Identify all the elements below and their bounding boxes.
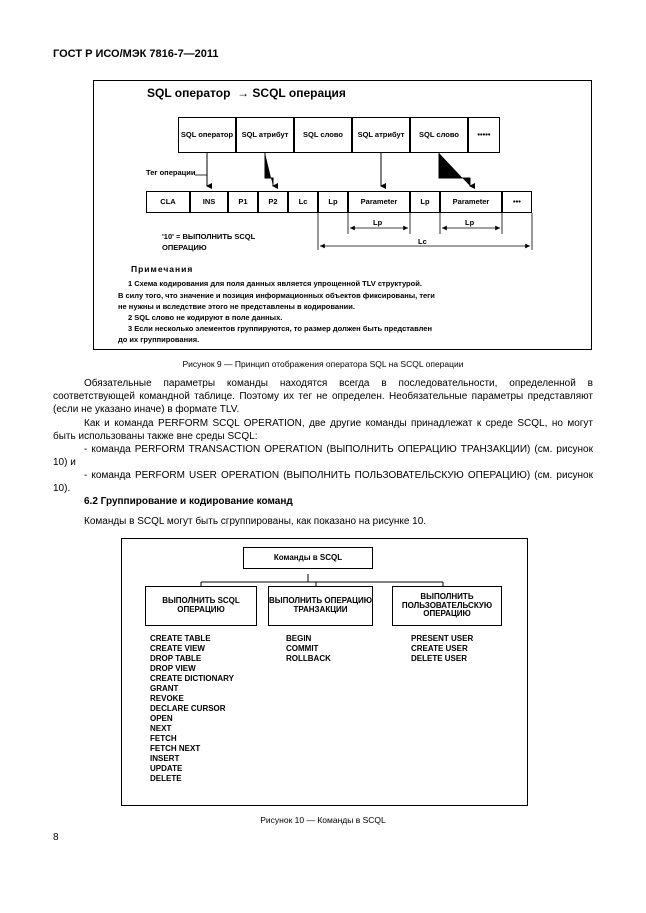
group-box-user: ВЫПОЛНИТЬ ПОЛЬЗОВАТЕЛЬСКУЮ ОПЕРАЦИЮ bbox=[392, 586, 502, 626]
command-item: INSERT bbox=[150, 754, 180, 763]
section-text: Команды в SCQL могут быть сгруппированы, как показано на рисунке 10. bbox=[84, 516, 427, 527]
field-ellipsis: ••• bbox=[502, 191, 532, 213]
lp-span-label-2: Lp bbox=[465, 218, 475, 227]
command-item: CREATE TABLE bbox=[150, 634, 211, 643]
paragraph-1: Обязательные параметры команды находятся всегда в последовательности, определенной в соответствующей командной таблице. Поэтому их тег не определен. Необязательные параметры представляют (если не указано иначе) в формате TLV. bbox=[53, 378, 593, 415]
root-box: Команды в SCQL bbox=[243, 547, 373, 569]
figure-9-caption: Рисунок 9 — Принцип отображения оператора SQL на SCQL операции bbox=[182, 359, 464, 369]
command-item: DELETE bbox=[150, 774, 182, 783]
lc-span-label: Lc bbox=[418, 237, 427, 246]
command-item: PRESENT USER bbox=[411, 634, 474, 643]
field-parameter-2: Parameter bbox=[440, 191, 502, 213]
lp-span-label-1: Lp bbox=[373, 218, 383, 227]
command-item: FETCH bbox=[150, 734, 177, 743]
figure-9-title: SQL оператор → SCQL операция bbox=[147, 86, 346, 100]
top-box-sql-attribute-1: SQL атрибут bbox=[236, 117, 294, 153]
document-header: ГОСТ Р ИСО/МЭК 7816-7—2011 bbox=[53, 48, 219, 60]
note-1: 1 Схема кодирования для поля данных является упрощенной TLV структурой. bbox=[128, 279, 422, 288]
user-command-list bbox=[411, 634, 473, 664]
top-box-sql-word-2: SQL слово bbox=[410, 117, 468, 153]
command-item: DECLARE CURSOR bbox=[150, 704, 226, 713]
field-p2: P2 bbox=[258, 191, 288, 213]
command-item: CREATE VIEW bbox=[150, 644, 205, 653]
command-item: DROP TABLE bbox=[150, 654, 202, 663]
command-item: CREATE USER bbox=[411, 644, 468, 653]
section-heading: 6.2 Группирование и кодирование команд bbox=[84, 496, 293, 507]
ins-note: '10' = ВЫПОЛНИТЬ SCQL ОПЕРАЦИЮ bbox=[162, 232, 256, 252]
field-lp-2: Lp bbox=[410, 191, 440, 213]
field-lc: Lc bbox=[288, 191, 318, 213]
command-item: COMMIT bbox=[286, 644, 319, 653]
note-1-cont-a: В силу того, что значение и позиция информационных объектов фиксированы, теги bbox=[118, 291, 435, 300]
page-number: 8 bbox=[53, 832, 59, 843]
command-item: FETCH NEXT bbox=[150, 744, 201, 753]
top-box-sql-operator: SQL оператор bbox=[178, 117, 236, 153]
figure-10-caption: Рисунок 10 — Команды в SCQL bbox=[260, 815, 386, 825]
field-parameter-1: Parameter bbox=[348, 191, 410, 213]
field-lp-1: Lp bbox=[318, 191, 348, 213]
note-3: 3 Если несколько элементов группируются, то размер должен быть представлен bbox=[128, 324, 432, 333]
command-item: CREATE DICTIONARY bbox=[150, 674, 234, 683]
tag-label: Тег операции bbox=[146, 168, 196, 177]
command-item: UPDATE bbox=[150, 764, 183, 773]
top-box-sql-attribute-2: SQL атрибут bbox=[352, 117, 410, 153]
notes-title: Примечания bbox=[131, 264, 194, 274]
command-item: BEGIN bbox=[286, 634, 312, 643]
note-1-cont-b: не нужны и вследствие этого не представлены в кодировании. bbox=[118, 302, 355, 311]
field-p1: P1 bbox=[228, 191, 258, 213]
command-item: ROLLBACK bbox=[286, 654, 331, 663]
command-item: NEXT bbox=[150, 724, 172, 733]
top-box-sql-word-1: SQL слово bbox=[294, 117, 352, 153]
command-item: DELETE USER bbox=[411, 654, 468, 663]
command-item: DROP VIEW bbox=[150, 664, 196, 673]
transaction-command-list bbox=[286, 634, 331, 664]
command-item: OPEN bbox=[150, 714, 173, 723]
note-3-cont: до их группирования. bbox=[118, 335, 200, 344]
group-box-scql: ВЫПОЛНИТЬ SCQL ОПЕРАЦИЮ bbox=[145, 586, 257, 626]
command-item: GRANT bbox=[150, 684, 179, 693]
paragraph-4: - команда PERFORM USER OPERATION (ВЫПОЛНИТЬ ПОЛЬЗОВАТЕЛЬСКУЮ ОПЕРАЦИЮ) (см. рисунок 10). bbox=[53, 470, 593, 494]
command-item: REVOKE bbox=[150, 694, 184, 703]
field-cla: CLA bbox=[146, 191, 190, 213]
note-2: 2 SQL слово не кодируют в поле данных. bbox=[128, 313, 283, 322]
scql-command-list bbox=[150, 634, 234, 784]
top-box-ellipsis: ••••• bbox=[468, 117, 500, 153]
paragraph-3: - команда PERFORM TRANSACTION OPERATION (ВЫПОЛНИТЬ ОПЕРАЦИЮ ТРАНЗАКЦИИ) (см. рисунок 10) и bbox=[53, 444, 593, 468]
field-ins: INS bbox=[190, 191, 228, 213]
paragraph-2: Как и команда PERFORM SCQL OPERATION, две другие команды принадлежат к среде SCQL, но могут быть использованы также вне среды SCQL: bbox=[53, 418, 593, 442]
group-box-transaction: ВЫПОЛНИТЬ ОПЕРАЦИЮ ТРАНЗАКЦИИ bbox=[268, 586, 373, 626]
